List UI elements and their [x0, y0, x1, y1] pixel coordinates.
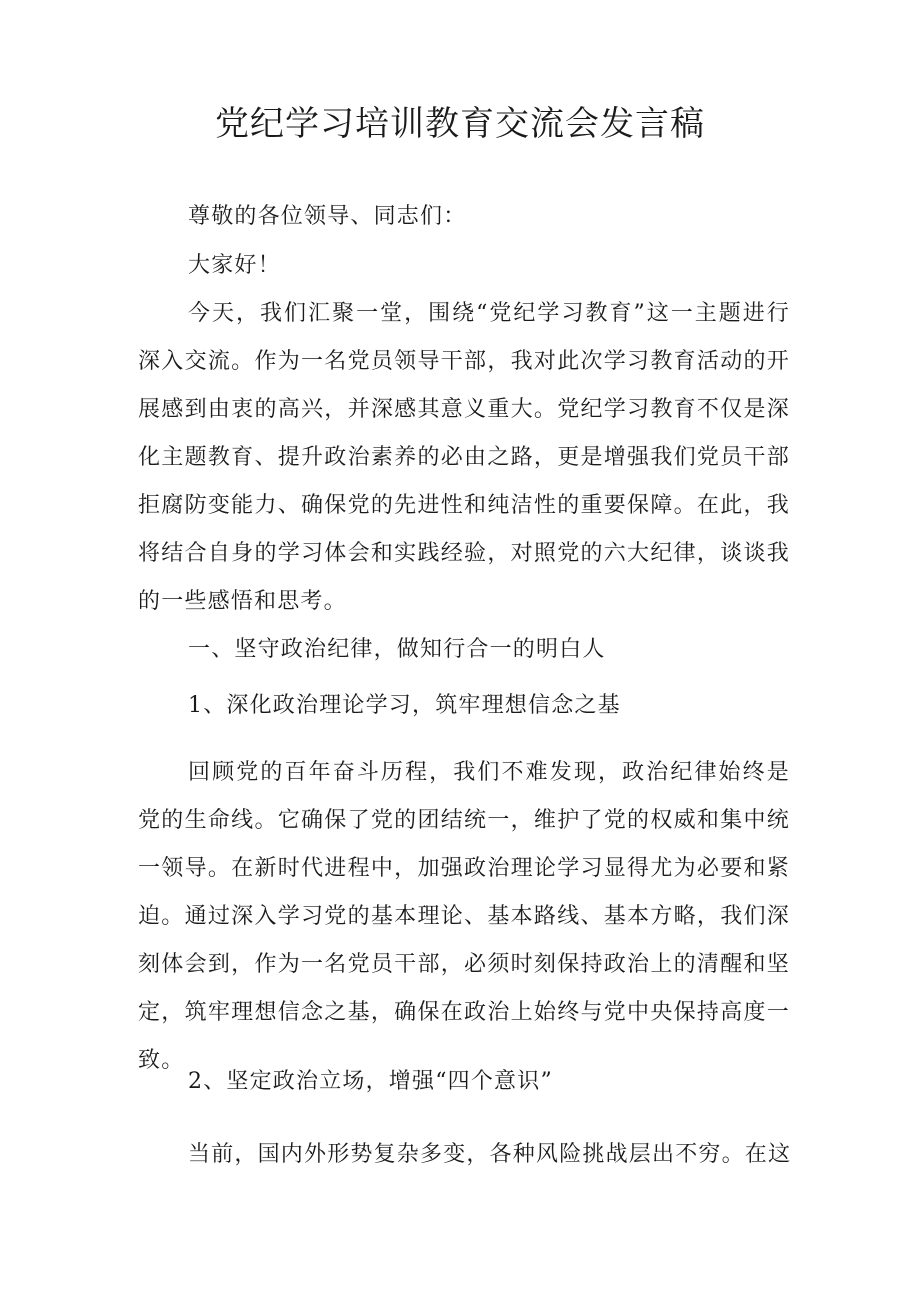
document-title: 党纪学习培训教育交流会发言稿 — [215, 104, 705, 144]
subsection-1-paragraph: 回顾党的百年奋斗历程，我们不难发现，政治纪律始终是党的生命线。它确保了党的团结统一，维护了党的权威和集中统一领导。在新时代进程中，加强政治理论学习显得尤为必要和紧迫。通过深入学习党的基本理论、基本路线、基本方略，我们深刻体会到，作为一名党员干部，必须时刻保持政治上的清醒和坚定，筑牢理想信念之基，确保在政治上始终与党中央保持高度一致。 — [138, 760, 790, 1073]
greeting: 大家好！ — [188, 253, 281, 278]
salutation: 尊敬的各位领导、同志们： — [188, 204, 467, 229]
subsection-1-heading: 1、深化政治理论学习，筑牢理想信念之基 — [188, 693, 621, 718]
subsection-2-heading: 2、坚定政治立场，增强“四个意识” — [188, 1069, 553, 1094]
intro-paragraph: 今天，我们汇聚一堂，围绕“党纪学习教育”这一主题进行深入交流。作为一名党员领导干部，我对此次学习教育活动的开展感到由衷的高兴，并深感其意义重大。党纪学习教育不仅是深化主题教育、提升政治素养的必由之路，更是增强我们党员干部拒腐防变能力、确保党的先进性和纯洁性的重要保障。在此，我将结合自身的学习体会和实践经验，对照党的六大纪律，谈谈我的一些感悟和思考。 — [138, 301, 790, 614]
subsection-2-paragraph: 当前，国内外形势复杂多变，各种风险挑战层出不穷。在这 — [188, 1142, 792, 1167]
section-1-heading: 一、坚守政治纪律，做知行合一的明白人 — [188, 637, 606, 662]
